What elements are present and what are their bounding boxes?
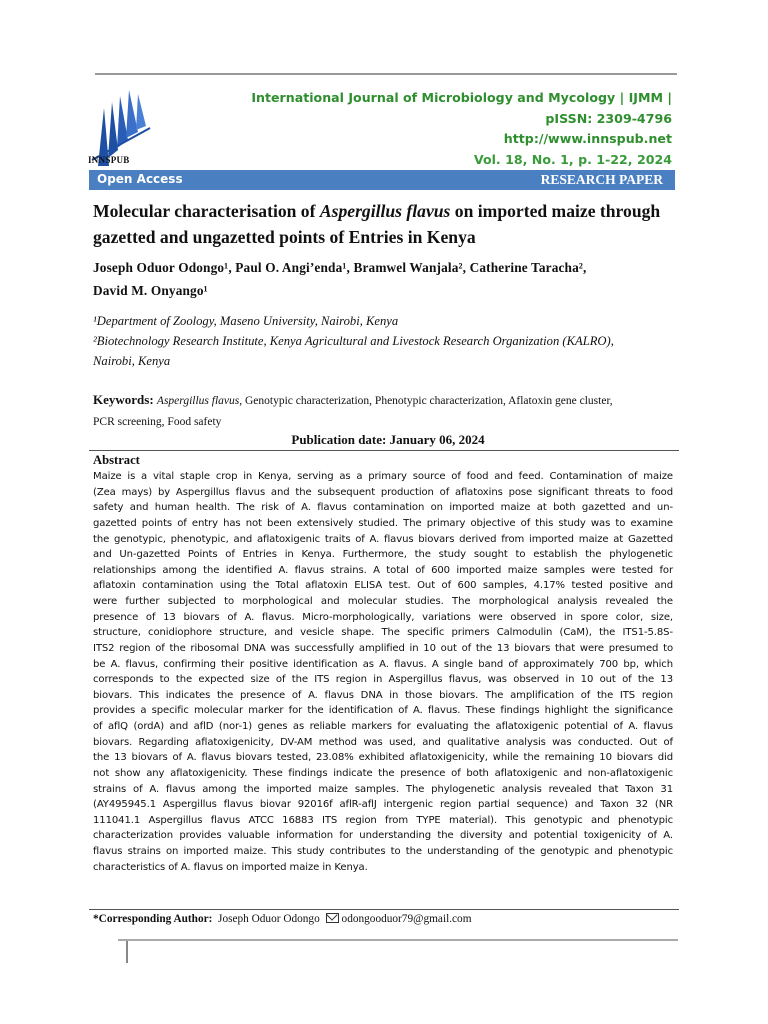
paper-title: [93, 198, 683, 250]
title-part-1: Molecular characterisation of: [93, 201, 320, 221]
title-part-2: on imported maize through gazetted and ungazetted points of Entries in Kenya: [93, 201, 661, 247]
corresponding-author: *Corresponding Author: Joseph Oduor Odongo odongooduor79@gmail.com: [93, 913, 472, 925]
corresponding-name: Joseph Oduor Odongo: [218, 913, 320, 925]
abstract-line: structure, conidiophore structure, and vesicle shape. The specific primers Calmodulin (CaM), the ITS1-5.8S-: [93, 627, 673, 639]
abstract-line: 111041.1 Aspergillus flavus ATCC 16883 ITS region from TYPE material). This genotypic and phenotypic: [93, 814, 673, 826]
abstract-line: biovars. This indicates the presence of A. flavus DNA in those biovars. The amplification of the ITS region: [93, 689, 673, 701]
title-species: Aspergillus flavus: [319, 201, 451, 221]
affiliation-2-line-2: Nairobi, Kenya: [93, 354, 171, 368]
affiliation-1: ¹Department of Zoology, Maseno University, Nairobi, Kenya: [93, 314, 399, 328]
abstract-line: (Zea mays) by Aspergillus flavus and the subsequent production of aflatoxins pose significant threats to food: [93, 486, 673, 498]
open-access-label: Open Access: [97, 172, 183, 186]
author-list: [93, 256, 683, 302]
abstract-line: characteristics of A. flavus on imported maize in Kenya.: [93, 861, 368, 873]
keywords-line-2: PCR screening, Food safety: [93, 416, 222, 428]
corresponding-label: Corresponding Author:: [98, 913, 213, 925]
abstract-line: presence of 13 biovars of A. flavus. Micro-morphologically, variations were observed in spore color, size,: [93, 611, 673, 623]
journal-info: [251, 88, 672, 170]
abstract-line: relationships among the identified A. flavus strains. A total of 600 imported maize samples were tested for: [93, 564, 673, 576]
keywords-line-1: , Genotypic characterization, Phenotypic characterization, Aflatoxin gene cluster,: [239, 395, 613, 407]
abstract-line: biovars. Regarding aflatoxigenicity, DV-AM method was used, and qualitative analysis was conducted. Out of: [93, 736, 673, 748]
abstract-line: strains of A. flavus among the imported maize samples. The phylogenetic analysis revealed that Taxon 31: [93, 783, 673, 795]
affiliations: [93, 311, 683, 371]
abstract-line: corresponds to the expected size of the ITS region in Aspergillus flavus, was observed in 10 out of the 13: [93, 674, 673, 686]
page-bottom-rule: [118, 939, 678, 941]
journal-name: International Journal of Microbiology and Mycology | IJMM |: [251, 90, 672, 105]
header-rule: [95, 73, 677, 75]
abstract-line: the genotypic, phenotypic, and aflatoxigenic traits of A. flavus biovars derived from imported maize at Gazetted: [93, 533, 673, 545]
abstract-body: [93, 469, 673, 875]
abstract-line: and Un-gazetted Points of Entries in Kenya. Furthermore, the study sought to establish the phylogenetic: [93, 549, 673, 561]
keywords-label: Keywords:: [93, 392, 157, 407]
abstract-line: be A. flavus, confirming their positive identification as A. flavus. A single band of approximately 700 bp, which: [93, 658, 673, 670]
paper-type-label: RESEARCH PAPER: [540, 172, 663, 187]
publication-date: Publication date: January 06, 2024: [291, 432, 485, 447]
abstract-line: were further subjected to morphological and molecular studies. The morphological analysis revealed the: [93, 596, 673, 607]
keyword-species: Aspergillus flavus: [156, 395, 240, 407]
abstract-line: (AY495945.1 Aspergillus flavus biovar 92016f aflR-aflJ intergenic region partial sequence) and Taxon 32 (NR: [93, 799, 673, 811]
journal-volume: Vol. 18, No. 1, p. 1-22, 2024: [473, 151, 672, 167]
abstract-line: characterization provides valuable information for understanding the diversity and potential toxigenicity of A.: [93, 830, 673, 842]
abstract-line: the 13 biovars of A. flavus biovars tested, 23.08% exhibited aflatoxigenicity, while the remaining 10 biovars did: [93, 752, 673, 764]
abstract-line: Maize is a vital staple crop in Kenya, serving as a primary source of food and feed. Contamination of maize: [93, 471, 673, 482]
authors-line-2: David M. Onyango¹: [93, 283, 208, 298]
publisher-logo-text: INNSPUB: [88, 155, 130, 165]
page-bottom-tick: [126, 941, 128, 963]
article-banner: [89, 170, 675, 190]
journal-url[interactable]: http://www.innspub.net: [503, 131, 672, 146]
abstract-line: not show any aflatoxigenicity. These findings indicate the presence of both aflatoxigenic and non-aflatoxigenic: [93, 767, 673, 779]
abstract-line: safety and human health. The risk of A. flavus contamination on imported maize at both gazetted and un-: [93, 502, 673, 514]
abstract-line: ITS2 region of the ribosomal DNA was successfully amplified in 10 out of the 13 biovars that were presumed to: [93, 642, 673, 654]
authors-line-1: Joseph Oduor Odongo¹, Paul O. Angi’enda¹, Bramwel Wanjala², Catherine Taracha²,: [93, 260, 587, 275]
abstract-line: gazetted points of entry has not been extensively studied. The primary objective of this study was to examine: [93, 517, 673, 529]
abstract-line: flavus strains on imported maize. This study contributes to the understanding of the genotypic and phenotypic: [93, 846, 673, 857]
journal-issn: pISSN: 2309-4796: [545, 110, 672, 126]
mail-icon: [326, 913, 339, 923]
affiliation-2-line-1: ²Biotechnology Research Institute, Kenya Agricultural and Livestock Research Organization (KALRO),: [93, 334, 614, 348]
abstract-line: provides a specific molecular marker for the identification of A. flavus. These findings highlight the significance: [93, 705, 673, 717]
corresponding-email[interactable]: odongooduor79@gmail.com: [341, 913, 472, 925]
footer-divider: [89, 909, 679, 910]
abstract-line: of aflQ (ordA) and aflD (nor-1) genes as reliable markers for evaluating the aflatoxigenic potential of A. flavus: [93, 721, 673, 732]
abstract-line: aflatoxin contamination using the Total aflatoxin ELISA test. Out of 600 samples, 4.17% tested positive and: [93, 580, 673, 592]
abstract-heading: Abstract: [93, 453, 140, 467]
keywords: [93, 389, 683, 433]
section-divider: [89, 450, 679, 451]
